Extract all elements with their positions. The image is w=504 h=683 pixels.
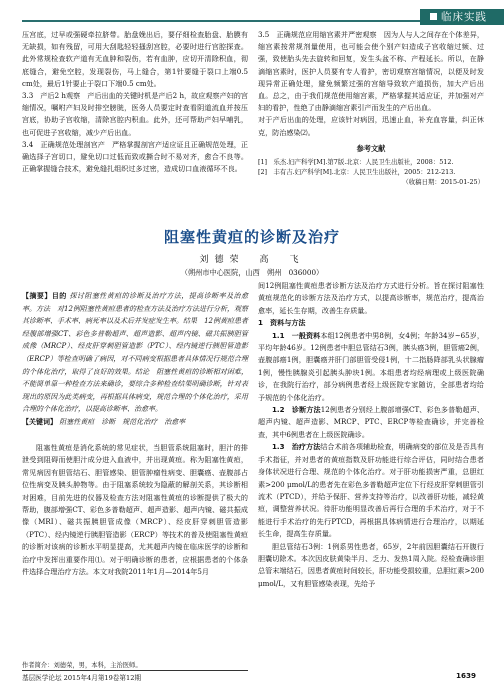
paragraph: 3.5 正确规范应用缩宫素并严密观察 因为人与人之间存在个体差异，缩宫素按常规剂量使用，也可能会使个别产妇造成子宫收缩过频、过强，致使胎头先去旋转和回复，发生头盆不称、产程延长。所以，在静滴缩宫素时，医护人员要有专人看护，密切观察宫缩情况，以便及时发现异常正确处理，避免频繁过强的宫缩导致软产道损伤，加大产后出血。总之，由于我们规范使用缩宫素，严格掌握其适应证，并加强对产妇的看护，性绝了由静滴缩宫素引产而发生的产后出血。 [258,30,484,113]
abstract-text: 探讨阻塞性黄疸的诊断及治疗方法，提高诊断率及治愈率。方法 对12例阻塞性黄疸患者的检查方法及治疗方法进行分析，观察其诊断率、手术率、病死率以及术后并发症发生率。结果 12例黄疸患者经腹部增强CT、彩色多普勒超声、超声造影、超声内镜、磁共振胰胆管成像（MRCP）、经皮肝穿刺胆管造影（PTC）、经内镜逆行胰胆管造影（ERCP）等检查明确了病因，对不同病变根据患者具体情况行规范合理的个体化治疗，取得了良好的效果。结论 阻塞性黄疸的诊断相对困难，不能简单靠一种检查方法来确诊，要综合多种检查结果明确诊断，针对表现出的原因为此类病变，再根据具体病变，规范合理的个体化治疗，采用合理的个体化治疗，以提高诊断率、治愈率。 [22,292,249,414]
subsection-text: 结合术前各项辅助检查，明确病变的部位及是否具有手术指征，并对患者的黄疸指数及肝功能进行综合评估，同时结合患者身体状况进行合理、规范的个体化治疗。对于肝功能损害严重，总胆红素>200 μmol/L的患者先在彩色多普勒超声定位下行经皮肝穿刺胆管引流术（PTCD），并给予保肝、营养支持等治疗，以改善肝功能，减轻黄疸，调整营养状况。待肝功能明显改善后再行合理的手术治疗，对于不能进行手术治疗的先行PTCD，再根据具体病情进行合理治疗，以期延长生命，提高生存质量。 [258,442,484,539]
reference-item: [2] 丰有吉.妇产科学[M].北京：人民卫生出版社，2005：212-213. [258,168,456,177]
subsection-label: 1.3 治疗方法 [272,442,321,452]
body-col1 [22,442,248,578]
prev-article-col2 [258,29,484,187]
abstract-label: 【摘要】目的 [22,291,67,300]
subsection-1-2 [258,404,484,441]
keywords-label: 【关键词】 [22,416,57,426]
section-heading: 1 资料与方法 [258,318,306,328]
body-col2 [258,280,484,590]
section-tag-label: 临床实践 [441,11,487,23]
paragraph: 胆总管结石3例：1例系男性患者，65岁，2年前因胆囊结石开腹行胆囊切除术。本次因皮肤黄染半月、乏力、发热1周入院。经检查确诊胆总管末端结石，因患者黄疸时间较长，肝功能受损较重，总胆红素>200 μmol/L，又有胆管感染表现，先给予 [258,541,484,588]
article-affiliation: （朔州市中心医院，山西 朔州 036000） [180,268,324,277]
prev-article-col1 [22,29,248,175]
received-date: （收稿日期：2015-01-25） [402,178,484,187]
footer-rule [22,670,248,671]
abstract [22,290,248,429]
reference-item: [1] 乐杰.妇产科学[M].第7版.北京：人民卫生出版社，2008：512. [258,158,454,167]
subsection-1-1 [258,330,484,404]
author-footnote: 作者简介：刘德荣，男，本科，主治医师。 [22,662,142,669]
page-number: 1639 [456,671,477,680]
intro-paragraph: 阻塞性黄疸是消化系统的常见症状，当胆管系统阻塞时，胆汁的排泄受到阻碍而使胆汁成分进入血液中，并出现黄疸。称为阻塞性黄疸，常见病因有胆管结石、胆管感染、胆管肿瘤性病变、胆囊癌、壶腹部占位性病变及胰头肿物等。由于阻塞系统较为隐蔽的解剖关系，其诊断相对困难，目前先进的仪器及检查方法对阻塞性黄疸的诊断提供了极大的帮助，腹部增强CT、彩色多普勒超声、超声造影、超声内镜、磁共振成像（MRI）、磁共振胰胆管成像（MRCP）、经皮肝穿刺胆管造影（PTC）、经内镜逆行胰胆管造影（ERCP）等技术的普及使阻塞性黄疸的诊断对该病的诊断水平明显提高，尤其超声内镜在临床医学的诊断和治疗中发挥出重要作用⑴。对于明确诊断的患者，应根据患者的个体条件选择合理治疗方法。本文对我院2011年1月—2014年5月 [22,443,248,577]
subsection-text: 本组12例患者中男8例，女4例；年龄34岁~65岁，平均年龄46岁。12例患者中胆总管结石3例，胰头癌3例，胆管癌2例，壶腹部癌1例，胆囊癌并肝门部胆管受侵1例，十二指肠降部乳头状腺瘤1例，慢性胰腺炎引起胰头肿块1例。本组患者均经病理或上级医院确诊，在我院行治疗，部分病例患者经上级医院专家随访，全部患者均给予规范的个体化治疗。 [258,330,484,402]
subsection-1-3 [258,441,484,540]
paragraph: 3.4 正确规范处理剖宫产 严格掌握剖宫产适应证且正确规范处理，正确选择子宫切口，避免切口过低而致或撕合时不易对齐，愈合不良等。正确掌握缝合技术，避免缝扎组织过多过密，造成切口血液循环不良。 [22,139,248,174]
section-tag [420,9,504,25]
paragraph: 3.3 产后2 h观察 产后出血的关键时机是产后2 h，故应观察产妇的宫缩情况，嘱咐产妇及时排空膀胱，医务人员要定时查看阴道流血并按压宫底，协助子宫收缩，清除宫腔内积血。此外，还可帮助产妇早哺乳，也可促进子宫收缩，减少产后出血。 [22,91,248,137]
subsection-label: 1.1 一般资料 [272,330,321,340]
subsection-label: 1.2 诊断方法 [272,405,321,415]
header-rule [22,20,422,22]
paragraph: 压宫底，过早或强硬牵拉脐带。胎盘娩出后，要仔细检查胎盘、胎膜有无缺损，如有残留，可用大刮匙轻轻搔刮宫腔，必要时进行宫腔探查。此外常规检查软产道有无血肿和裂伤，若有血肿，应切开清除积血，彻底缝合，避免空腔，发现裂伤，马上缝合，第1针要缝于裂口上端0.5 cm处，最后1针要止于裂口下端0.5 cm处。 [22,30,248,88]
keywords-text: 阻塞性黄疸 诊断 规范化治疗 治愈率 [59,417,186,426]
paragraph: 对于产后出血的处理，应该针对病因，迅速止血，补充血容量，纠正休克，防治感染⑵。 [258,115,484,137]
journal-info: 基层医学论坛 2015年4月第19卷第12期 [22,674,141,682]
subsection-text: 12例患者分别经上腹部增强CT、彩色多普勒超声、超声内镜、超声造影、MRCP、PTC、ERCP等检查确诊，并完善检查，其中6例患者在上级医院确诊。 [258,405,484,439]
article-title: 阻塞性黄疸的诊断及治疗 [163,228,340,246]
square-icon [430,13,437,20]
page-header [0,0,504,28]
intro-continued: 间12例阻塞性黄疸患者诊断方法及治疗方式进行分析。旨在探讨阻塞性黄疸规范化的诊断方法及治疗方式，以提高诊断率，规范治疗，提高治愈率，延长生存期，改善生存质量。 [258,281,484,315]
article-authors: 刘德荣 高 飞 [199,255,305,265]
references-heading: 参考文献 [356,143,386,153]
